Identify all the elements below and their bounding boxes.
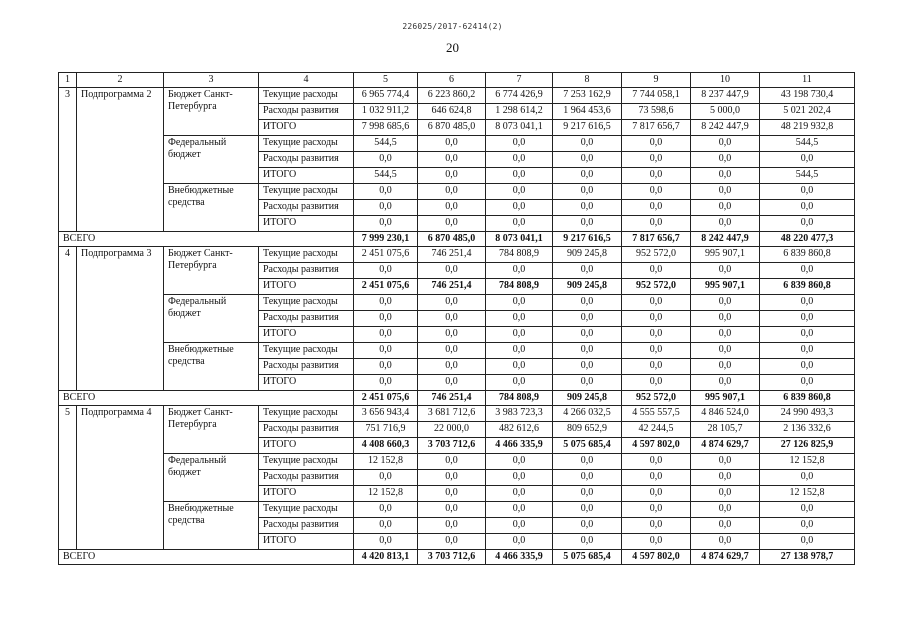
value-cell: 0,0 <box>486 470 553 486</box>
table-row <box>59 502 855 518</box>
expense-category: Текущие расходы <box>259 454 354 470</box>
value-cell: 1 964 453,6 <box>553 104 622 120</box>
header-cell: 8 <box>553 73 622 88</box>
value-cell: 5 000,0 <box>691 104 760 120</box>
value-cell: 0,0 <box>622 263 691 279</box>
value-cell: 0,0 <box>760 311 855 327</box>
table-row <box>59 454 855 470</box>
value-cell: 0,0 <box>760 343 855 359</box>
value-cell: 0,0 <box>553 470 622 486</box>
total-value-cell: 784 808,9 <box>486 391 553 406</box>
value-cell: 0,0 <box>553 263 622 279</box>
value-cell: 0,0 <box>354 375 418 391</box>
total-value-cell: 2 451 075,6 <box>354 391 418 406</box>
value-cell: 0,0 <box>691 327 760 343</box>
value-cell: 0,0 <box>622 470 691 486</box>
value-cell: 12 152,8 <box>760 454 855 470</box>
value-cell: 0,0 <box>486 343 553 359</box>
total-label: ВСЕГО <box>59 550 354 565</box>
value-cell: 0,0 <box>760 216 855 232</box>
value-cell: 0,0 <box>553 327 622 343</box>
expense-category: Текущие расходы <box>259 502 354 518</box>
value-cell: 0,0 <box>486 184 553 200</box>
value-cell: 22 000,0 <box>418 422 486 438</box>
value-cell: 0,0 <box>691 200 760 216</box>
expense-category: Текущие расходы <box>259 136 354 152</box>
value-cell: 6 965 774,4 <box>354 88 418 104</box>
value-cell: 0,0 <box>760 518 855 534</box>
value-cell: 0,0 <box>691 486 760 502</box>
value-cell: 0,0 <box>354 534 418 550</box>
value-cell: 6 774 426,9 <box>486 88 553 104</box>
value-cell: 0,0 <box>553 359 622 375</box>
value-cell: 0,0 <box>622 168 691 184</box>
total-value-cell: 8 242 447,9 <box>691 232 760 247</box>
value-cell: 0,0 <box>691 518 760 534</box>
value-cell: 0,0 <box>486 295 553 311</box>
total-value-cell: 995 907,1 <box>691 391 760 406</box>
value-cell: 0,0 <box>418 136 486 152</box>
total-value-cell: 8 073 041,1 <box>486 232 553 247</box>
value-cell: 544,5 <box>354 168 418 184</box>
expense-category: Текущие расходы <box>259 295 354 311</box>
subprogram-name: Подпрограмма 4 <box>77 406 164 550</box>
value-cell: 0,0 <box>418 200 486 216</box>
table-row <box>59 184 855 200</box>
value-cell: 0,0 <box>418 454 486 470</box>
value-cell: 7 998 685,6 <box>354 120 418 136</box>
item-number: 5 <box>59 406 77 550</box>
value-cell: 952 572,0 <box>622 279 691 295</box>
value-cell: 0,0 <box>553 454 622 470</box>
value-cell: 0,0 <box>622 184 691 200</box>
value-cell: 4 874 629,7 <box>691 438 760 454</box>
value-cell: 0,0 <box>418 295 486 311</box>
value-cell: 48 219 932,8 <box>760 120 855 136</box>
value-cell: 0,0 <box>691 152 760 168</box>
value-cell: 0,0 <box>691 184 760 200</box>
total-value-cell: 909 245,8 <box>553 391 622 406</box>
header-cell: 7 <box>486 73 553 88</box>
value-cell: 4 466 335,9 <box>486 438 553 454</box>
value-cell: 0,0 <box>760 502 855 518</box>
value-cell: 0,0 <box>553 184 622 200</box>
value-cell: 0,0 <box>760 359 855 375</box>
value-cell: 0,0 <box>486 216 553 232</box>
value-cell: 0,0 <box>691 311 760 327</box>
value-cell: 0,0 <box>691 136 760 152</box>
value-cell: 0,0 <box>354 216 418 232</box>
value-cell: 0,0 <box>622 327 691 343</box>
funding-source: Бюджет Санкт-Петербурга <box>164 406 259 454</box>
value-cell: 0,0 <box>553 200 622 216</box>
value-cell: 3 656 943,4 <box>354 406 418 422</box>
header-cell: 10 <box>691 73 760 88</box>
value-cell: 0,0 <box>486 152 553 168</box>
value-cell: 0,0 <box>354 295 418 311</box>
expenditure-table <box>58 72 855 565</box>
expense-category: Расходы развития <box>259 518 354 534</box>
value-cell: 0,0 <box>354 470 418 486</box>
value-cell: 809 652,9 <box>553 422 622 438</box>
value-cell: 0,0 <box>486 454 553 470</box>
value-cell: 0,0 <box>760 263 855 279</box>
expense-category: Расходы развития <box>259 422 354 438</box>
value-cell: 0,0 <box>486 311 553 327</box>
value-cell: 0,0 <box>760 327 855 343</box>
value-cell: 0,0 <box>418 168 486 184</box>
value-cell: 0,0 <box>486 534 553 550</box>
document-id: 226025/2017-62414(2) <box>402 22 503 31</box>
value-cell: 3 681 712,6 <box>418 406 486 422</box>
subprogram-name: Подпрограмма 3 <box>77 247 164 391</box>
value-cell: 4 266 032,5 <box>553 406 622 422</box>
funding-source: Внебюджетные средства <box>164 343 259 391</box>
value-cell: 0,0 <box>486 486 553 502</box>
value-cell: 0,0 <box>553 168 622 184</box>
value-cell: 3 983 723,3 <box>486 406 553 422</box>
value-cell: 0,0 <box>691 263 760 279</box>
funding-source: Внебюджетные средства <box>164 184 259 232</box>
value-cell: 0,0 <box>553 295 622 311</box>
expense-category: Текущие расходы <box>259 184 354 200</box>
expense-category: ИТОГО <box>259 327 354 343</box>
value-cell: 746 251,4 <box>418 279 486 295</box>
expense-category: Расходы развития <box>259 152 354 168</box>
value-cell: 0,0 <box>486 359 553 375</box>
value-cell: 0,0 <box>760 200 855 216</box>
value-cell: 0,0 <box>622 200 691 216</box>
value-cell: 0,0 <box>354 200 418 216</box>
value-cell: 646 624,8 <box>418 104 486 120</box>
expense-category: ИТОГО <box>259 486 354 502</box>
table-row <box>59 295 855 311</box>
value-cell: 0,0 <box>418 343 486 359</box>
value-cell: 0,0 <box>691 295 760 311</box>
item-number: 4 <box>59 247 77 391</box>
expense-category: Расходы развития <box>259 359 354 375</box>
value-cell: 0,0 <box>486 327 553 343</box>
header-cell: 9 <box>622 73 691 88</box>
value-cell: 0,0 <box>622 343 691 359</box>
expense-category: ИТОГО <box>259 279 354 295</box>
value-cell: 0,0 <box>553 375 622 391</box>
value-cell: 482 612,6 <box>486 422 553 438</box>
header-cell: 11 <box>760 73 855 88</box>
expense-category: Расходы развития <box>259 104 354 120</box>
value-cell: 995 907,1 <box>691 279 760 295</box>
value-cell: 909 245,8 <box>553 279 622 295</box>
value-cell: 0,0 <box>354 359 418 375</box>
expense-category: ИТОГО <box>259 534 354 550</box>
page-number: 20 <box>446 40 459 55</box>
header-cell: 6 <box>418 73 486 88</box>
value-cell: 0,0 <box>691 168 760 184</box>
value-cell: 0,0 <box>622 359 691 375</box>
value-cell: 1 298 614,2 <box>486 104 553 120</box>
value-cell: 784 808,9 <box>486 247 553 263</box>
value-cell: 0,0 <box>622 534 691 550</box>
value-cell: 0,0 <box>418 216 486 232</box>
total-value-cell: 5 075 685,4 <box>553 550 622 565</box>
table-row <box>59 88 855 104</box>
funding-source: Федеральный бюджет <box>164 454 259 502</box>
value-cell: 544,5 <box>760 136 855 152</box>
expense-category: ИТОГО <box>259 216 354 232</box>
header-cell: 3 <box>164 73 259 88</box>
expense-category: Текущие расходы <box>259 406 354 422</box>
value-cell: 0,0 <box>553 311 622 327</box>
funding-source: Федеральный бюджет <box>164 295 259 343</box>
funding-source: Бюджет Санкт-Петербурга <box>164 247 259 295</box>
value-cell: 2 451 075,6 <box>354 279 418 295</box>
value-cell: 0,0 <box>622 454 691 470</box>
value-cell: 0,0 <box>418 534 486 550</box>
value-cell: 0,0 <box>691 454 760 470</box>
value-cell: 0,0 <box>418 152 486 168</box>
value-cell: 0,0 <box>486 200 553 216</box>
value-cell: 6 870 485,0 <box>418 120 486 136</box>
funding-source: Федеральный бюджет <box>164 136 259 184</box>
value-cell: 2 136 332,6 <box>760 422 855 438</box>
total-label: ВСЕГО <box>59 232 354 247</box>
value-cell: 6 839 860,8 <box>760 279 855 295</box>
total-value-cell: 6 870 485,0 <box>418 232 486 247</box>
expense-category: ИТОГО <box>259 168 354 184</box>
value-cell: 5 021 202,4 <box>760 104 855 120</box>
value-cell: 0,0 <box>354 518 418 534</box>
total-value-cell: 7 999 230,1 <box>354 232 418 247</box>
total-value-cell: 4 420 813,1 <box>354 550 418 565</box>
value-cell: 784 808,9 <box>486 279 553 295</box>
table-row <box>59 136 855 152</box>
value-cell: 0,0 <box>486 518 553 534</box>
total-row <box>59 391 855 406</box>
total-label: ВСЕГО <box>59 391 354 406</box>
total-value-cell: 4 466 335,9 <box>486 550 553 565</box>
value-cell: 751 716,9 <box>354 422 418 438</box>
value-cell: 0,0 <box>553 136 622 152</box>
value-cell: 27 126 825,9 <box>760 438 855 454</box>
value-cell: 0,0 <box>354 152 418 168</box>
total-value-cell: 9 217 616,5 <box>553 232 622 247</box>
expense-category: Расходы развития <box>259 311 354 327</box>
value-cell: 7 817 656,7 <box>622 120 691 136</box>
total-value-cell: 7 817 656,7 <box>622 232 691 247</box>
value-cell: 7 253 162,9 <box>553 88 622 104</box>
value-cell: 0,0 <box>553 502 622 518</box>
value-cell: 73 598,6 <box>622 104 691 120</box>
expense-category: Текущие расходы <box>259 88 354 104</box>
value-cell: 0,0 <box>553 486 622 502</box>
expense-category: ИТОГО <box>259 438 354 454</box>
value-cell: 1 032 911,2 <box>354 104 418 120</box>
value-cell: 0,0 <box>622 518 691 534</box>
value-cell: 0,0 <box>760 534 855 550</box>
value-cell: 0,0 <box>691 216 760 232</box>
value-cell: 0,0 <box>418 184 486 200</box>
value-cell: 24 990 493,3 <box>760 406 855 422</box>
value-cell: 0,0 <box>691 534 760 550</box>
value-cell: 0,0 <box>354 343 418 359</box>
expense-category: Текущие расходы <box>259 343 354 359</box>
value-cell: 0,0 <box>418 359 486 375</box>
value-cell: 0,0 <box>691 343 760 359</box>
value-cell: 0,0 <box>691 359 760 375</box>
value-cell: 0,0 <box>622 311 691 327</box>
value-cell: 0,0 <box>418 263 486 279</box>
value-cell: 4 597 802,0 <box>622 438 691 454</box>
value-cell: 0,0 <box>760 470 855 486</box>
value-cell: 0,0 <box>553 216 622 232</box>
value-cell: 0,0 <box>622 375 691 391</box>
value-cell: 12 152,8 <box>354 454 418 470</box>
value-cell: 0,0 <box>553 343 622 359</box>
funding-source: Внебюджетные средства <box>164 502 259 550</box>
expense-category: Расходы развития <box>259 470 354 486</box>
total-value-cell: 3 703 712,6 <box>418 550 486 565</box>
value-cell: 28 105,7 <box>691 422 760 438</box>
value-cell: 0,0 <box>553 518 622 534</box>
value-cell: 0,0 <box>354 502 418 518</box>
table-row <box>59 343 855 359</box>
value-cell: 0,0 <box>691 502 760 518</box>
total-value-cell: 952 572,0 <box>622 391 691 406</box>
value-cell: 0,0 <box>486 263 553 279</box>
value-cell: 746 251,4 <box>418 247 486 263</box>
value-cell: 0,0 <box>418 518 486 534</box>
value-cell: 12 152,8 <box>354 486 418 502</box>
value-cell: 0,0 <box>354 327 418 343</box>
header-row <box>59 73 855 88</box>
value-cell: 5 075 685,4 <box>553 438 622 454</box>
value-cell: 952 572,0 <box>622 247 691 263</box>
value-cell: 544,5 <box>760 168 855 184</box>
funding-source: Бюджет Санкт-Петербурга <box>164 88 259 136</box>
value-cell: 8 237 447,9 <box>691 88 760 104</box>
header-cell: 5 <box>354 73 418 88</box>
value-cell: 12 152,8 <box>760 486 855 502</box>
value-cell: 0,0 <box>486 168 553 184</box>
value-cell: 0,0 <box>622 152 691 168</box>
value-cell: 0,0 <box>486 375 553 391</box>
value-cell: 995 907,1 <box>691 247 760 263</box>
value-cell: 0,0 <box>760 152 855 168</box>
total-value-cell: 4 597 802,0 <box>622 550 691 565</box>
value-cell: 0,0 <box>486 136 553 152</box>
value-cell: 544,5 <box>354 136 418 152</box>
value-cell: 0,0 <box>760 375 855 391</box>
value-cell: 0,0 <box>553 152 622 168</box>
value-cell: 0,0 <box>622 295 691 311</box>
total-value-cell: 4 874 629,7 <box>691 550 760 565</box>
expense-category: Текущие расходы <box>259 247 354 263</box>
total-row <box>59 232 855 247</box>
item-number: 3 <box>59 88 77 232</box>
value-cell: 4 846 524,0 <box>691 406 760 422</box>
value-cell: 6 223 860,2 <box>418 88 486 104</box>
value-cell: 0,0 <box>354 263 418 279</box>
value-cell: 0,0 <box>622 502 691 518</box>
header-cell: 2 <box>77 73 164 88</box>
subprogram-name: Подпрограмма 2 <box>77 88 164 232</box>
total-value-cell: 6 839 860,8 <box>760 391 855 406</box>
value-cell: 6 839 860,8 <box>760 247 855 263</box>
value-cell: 0,0 <box>760 295 855 311</box>
value-cell: 0,0 <box>418 486 486 502</box>
expense-category: ИТОГО <box>259 375 354 391</box>
value-cell: 8 073 041,1 <box>486 120 553 136</box>
value-cell: 0,0 <box>622 486 691 502</box>
table-row <box>59 247 855 263</box>
value-cell: 42 244,5 <box>622 422 691 438</box>
value-cell: 0,0 <box>418 470 486 486</box>
value-cell: 0,0 <box>354 311 418 327</box>
value-cell: 0,0 <box>760 184 855 200</box>
expense-category: ИТОГО <box>259 120 354 136</box>
value-cell: 0,0 <box>354 184 418 200</box>
value-cell: 0,0 <box>691 375 760 391</box>
total-value-cell: 746 251,4 <box>418 391 486 406</box>
value-cell: 0,0 <box>418 327 486 343</box>
value-cell: 4 408 660,3 <box>354 438 418 454</box>
value-cell: 8 242 447,9 <box>691 120 760 136</box>
value-cell: 909 245,8 <box>553 247 622 263</box>
value-cell: 2 451 075,6 <box>354 247 418 263</box>
value-cell: 3 703 712,6 <box>418 438 486 454</box>
value-cell: 0,0 <box>622 216 691 232</box>
value-cell: 0,0 <box>418 311 486 327</box>
total-row <box>59 550 855 565</box>
total-value-cell: 27 138 978,7 <box>760 550 855 565</box>
value-cell: 0,0 <box>418 375 486 391</box>
value-cell: 0,0 <box>486 502 553 518</box>
table-row <box>59 406 855 422</box>
value-cell: 0,0 <box>553 534 622 550</box>
header-cell: 4 <box>259 73 354 88</box>
value-cell: 0,0 <box>418 502 486 518</box>
expense-category: Расходы развития <box>259 263 354 279</box>
total-value-cell: 48 220 477,3 <box>760 232 855 247</box>
header-cell: 1 <box>59 73 77 88</box>
value-cell: 0,0 <box>622 136 691 152</box>
value-cell: 7 744 058,1 <box>622 88 691 104</box>
value-cell: 0,0 <box>691 470 760 486</box>
expense-category: Расходы развития <box>259 200 354 216</box>
value-cell: 43 198 730,4 <box>760 88 855 104</box>
value-cell: 9 217 616,5 <box>553 120 622 136</box>
value-cell: 4 555 557,5 <box>622 406 691 422</box>
